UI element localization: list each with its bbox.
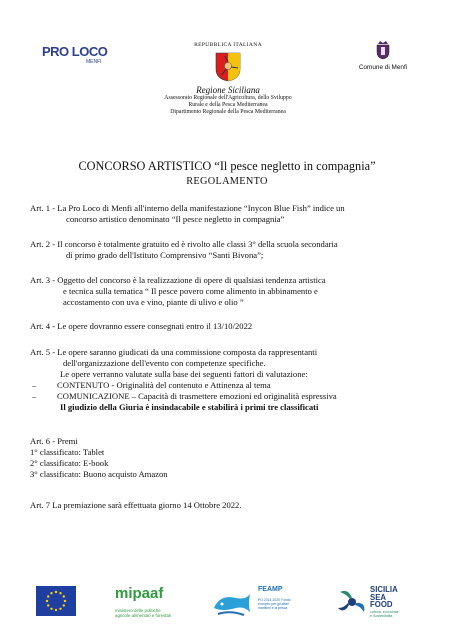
document-subtitle: REGOLAMENTO — [186, 176, 268, 187]
fish-icon — [210, 588, 254, 618]
food-word: FOOD — [370, 600, 393, 609]
comune-label: Comune di Menfi — [358, 64, 408, 71]
mipaaf-logo — [115, 585, 185, 618]
document-title: CONCORSO ARTISTICO “Il pesce negletto in compagnia” — [78, 159, 376, 173]
sicilia-word: SICILIA — [370, 585, 398, 594]
department-line-3: Dipartimento Regionale della Pesca Mediterranea — [170, 109, 286, 115]
triskelion-fish-icon — [336, 586, 368, 618]
sicilia-sea-food-logo — [336, 586, 416, 620]
mipaaf-sub-1: ministero delle politiche — [115, 608, 161, 613]
art5-line-5: COMUNICAZIONE – Capacità di trasmettere emozioni ed originalità espressiva — [57, 391, 337, 401]
proloco-logo — [42, 44, 112, 68]
art5-line-2: dell'organizzazione dell'evento con competenze specifiche. — [63, 358, 266, 368]
proloco-name: PRO LOCO — [42, 44, 108, 59]
eu-stars-icon — [36, 586, 76, 616]
eu-flag-logo — [36, 586, 76, 616]
art1-line-2: concorso artistico denominato “Il pesce negletto in compagnia” — [66, 214, 285, 224]
trinacria-crest-icon — [215, 52, 241, 82]
art7-line-1: Art. 7 La premiazione sarà effettuata giorno 14 Ottobre 2022. — [30, 500, 242, 510]
sicilia-sea-food-name — [370, 586, 398, 609]
art6-line-4: 3° classificato: Buono acquisto Amazon — [30, 469, 168, 479]
art6-line-1: Art. 6 - Premi — [30, 436, 78, 446]
republic-label: REPUBBLICA ITALIANA — [194, 42, 262, 48]
art5-line-3: Le opere verranno valutate sulla base dei seguenti fattori di valutazione: — [60, 369, 308, 379]
art6-line-3: 2° classificato: E-book — [30, 458, 109, 468]
bullet-dash-1: – — [32, 380, 37, 390]
art3-line-2: e tecnica sulla tematica “ Il pesce povero come alimento in abbinamento e — [63, 286, 318, 296]
department-line-1: Assessorato Regionale dell'Agricoltura, dello Sviluppo — [164, 95, 292, 101]
sea-word: SEA — [370, 592, 387, 602]
mipaaf-name: mipaaf — [115, 585, 164, 602]
art5-line-1: Art. 5 - Le opere saranno giudicati da una commissione composta da rappresentanti — [30, 347, 318, 357]
art2-line-2: di primo grado dell'Istituto Comprensivo “Santi Bivona”; — [66, 250, 264, 260]
art4-line-1: Art. 4 - Le opere dovranno essere consegnati entro il 13/10/2022 — [30, 321, 253, 331]
art1-line-1: Art. 1 - La Pro Loco di Menfi all'interno della manifestazione “Inycon Blue Fish” indice un — [30, 203, 345, 213]
feamp-sub: PO 2014-2020 Fondo europeo per gli affari marittimi e la pesca — [258, 598, 291, 610]
art5-line-6: Il giudizio della Giuria è insindacabile e stabilirà i primi tre classificati — [60, 402, 319, 412]
proloco-sub: MENFI — [86, 59, 102, 65]
art2-line-1: Art. 2 - Il concorso è totalmente gratuito ed è rivolto alle classi 3° della scuola secondaria — [30, 239, 338, 249]
art3-line-3: accostamento con uva e vino, piante di ulivo e olio ” — [63, 297, 244, 307]
menfi-coat-of-arms-icon — [375, 40, 391, 60]
sicilia-sub-1: cultura, economia — [370, 610, 399, 614]
region-title: Regione Siciliana — [196, 85, 260, 95]
feamp-logo — [210, 586, 298, 620]
art3-line-1: Art. 3 - Oggetto del concorso è la realizzazione di opere di qualsiasi tendenza artistica — [30, 275, 326, 285]
mipaaf-sub-2: agricole alimentari e forestali — [115, 613, 171, 618]
feamp-name: FEAMP — [258, 586, 283, 593]
art5-line-4: CONTENUTO - Originalità del contenuto e Attinenza al tema — [57, 380, 271, 390]
department-line-2: Rurale e della Pesca Mediterranea — [188, 102, 268, 108]
bullet-dash-2: – — [32, 391, 37, 401]
sicilia-sub-2: e Sostenibilità — [370, 614, 393, 618]
sicilia-sub — [370, 610, 398, 618]
region-header — [140, 42, 316, 116]
art6-line-2: 1° classificato: Tablet — [30, 447, 105, 457]
comune-menfi-logo — [358, 40, 408, 71]
